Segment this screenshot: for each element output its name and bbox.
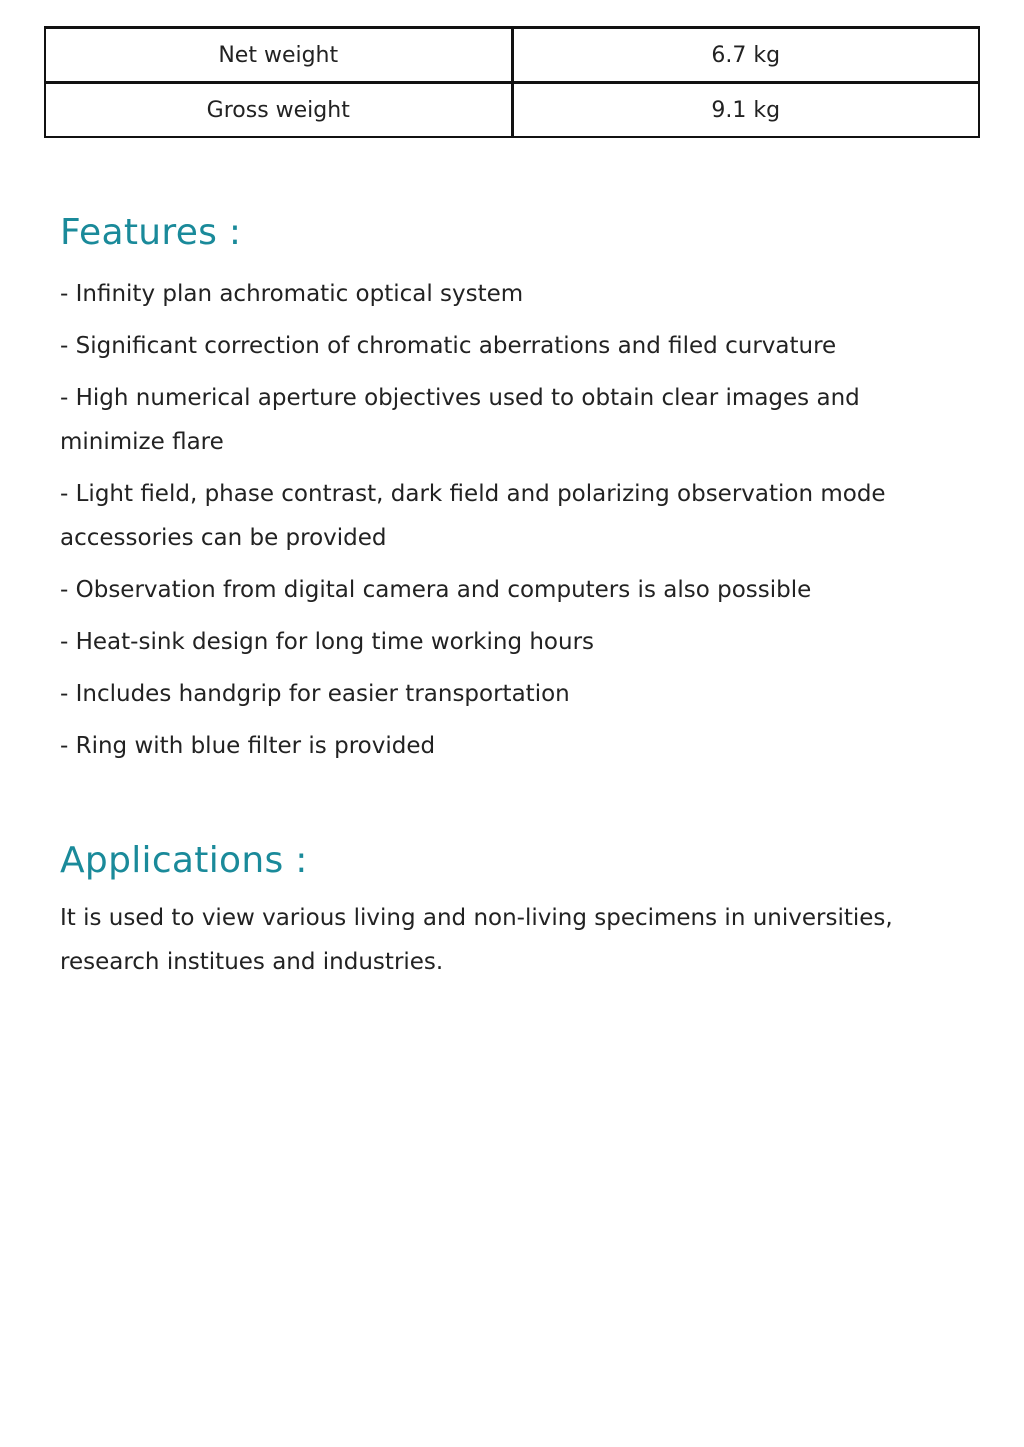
features-list <box>60 272 960 776</box>
list-item: - Infinity plan achromatic optical system <box>60 281 524 307</box>
applications-text: It is used to view various living and non-living specimens in universities, research institues and industries. <box>60 905 893 975</box>
weight-spec-table <box>44 26 980 138</box>
list-item: - High numerical aperture objectives used to obtain clear images and minimize flare <box>60 385 860 455</box>
list-item: - Observation from digital camera and computers is also possible <box>60 577 812 603</box>
table-row <box>45 28 979 83</box>
list-item: - Includes handgrip for easier transportation <box>60 681 570 707</box>
spec-label-net-weight: Net weight <box>45 28 512 83</box>
spec-value-gross-weight: 9.1 kg <box>512 83 979 138</box>
spec-label-gross-weight: Gross weight <box>45 83 512 138</box>
list-item: - Heat-sink design for long time working hours <box>60 629 595 655</box>
spec-value-net-weight: 6.7 kg <box>512 28 979 83</box>
table-row <box>45 83 979 138</box>
list-item: - Ring with blue filter is provided <box>60 733 436 759</box>
list-item: - Light field, phase contrast, dark field and polarizing observation mode accessories can be provided <box>60 481 886 551</box>
list-item: - Significant correction of chromatic aberrations and filed curvature <box>60 333 837 359</box>
applications-heading: Applications : <box>60 840 308 881</box>
features-heading: Features : <box>60 212 242 253</box>
